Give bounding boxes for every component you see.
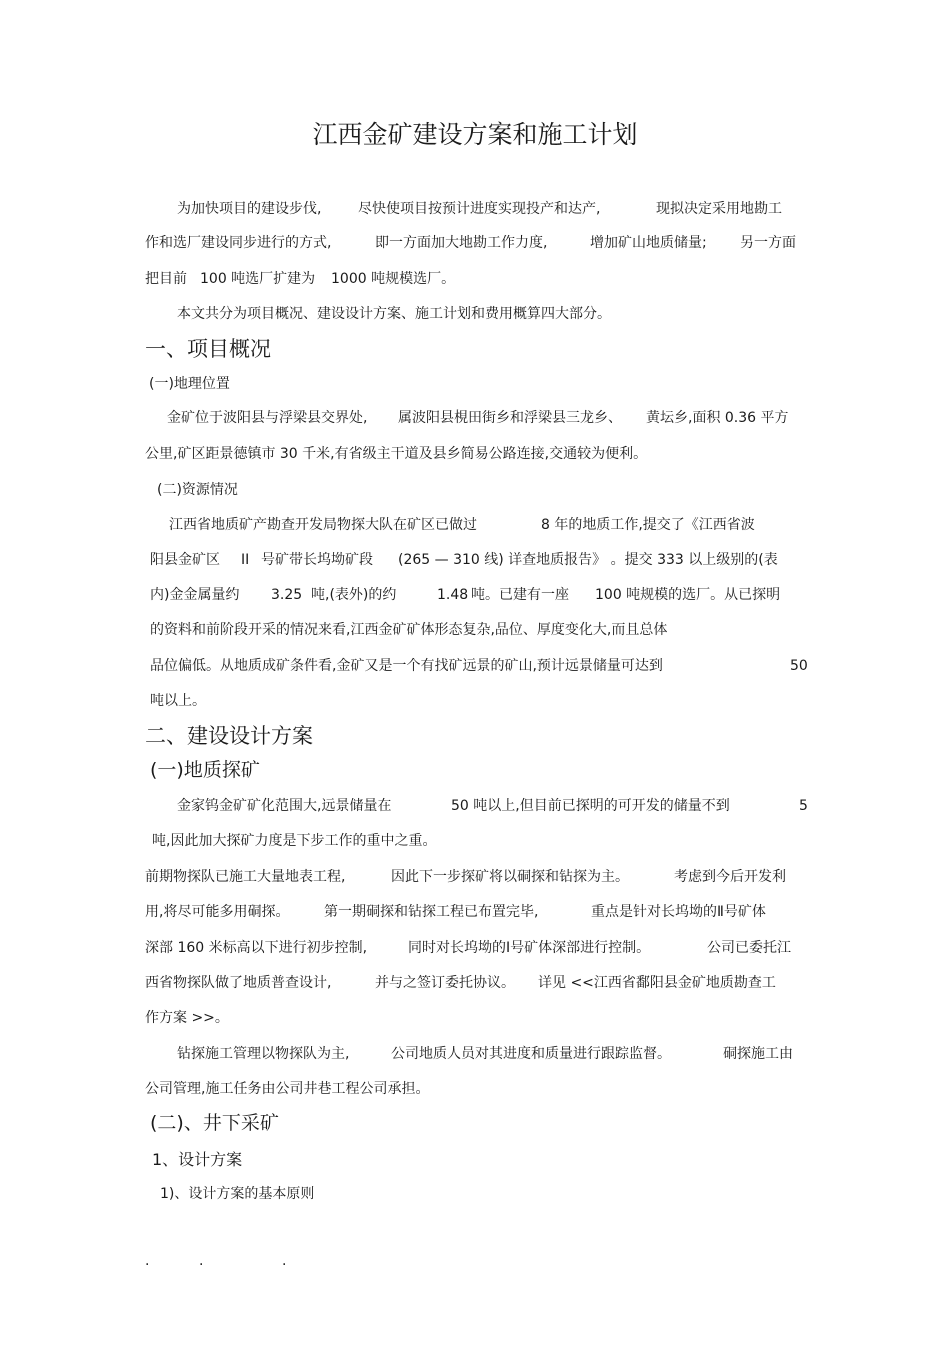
text-fragment: 第一期硐探和钻探工程已布置完毕, [324,904,539,920]
subheading-resources: (二)资源情况 [157,482,238,498]
footer-dot: . [199,1253,204,1269]
text-fragment: 钻探施工管理以物探队为主, [177,1046,350,1062]
text-fragment: 西省物探队做了地质普查设计, [145,975,332,991]
text-fragment: 尽快使项目按预计进度实现投产和达产, [358,201,601,217]
text-fragment: 为加快项目的建设步伐, [177,201,322,217]
item-design-principles: 1)、设计方案的基本原则 [160,1186,315,1202]
text-fragment: 50 [790,658,808,674]
resources-line-4: 的资料和前阶段开采的情况来看,江西金矿矿体形态复杂,品位、厚度变化大,而且总体 [150,622,668,638]
text-fragment: 阳县金矿区 [150,552,220,568]
text-fragment: 硐探施工由 [723,1046,793,1062]
text-fragment: 前期物探队已施工大量地表工程, [145,869,346,885]
text-fragment: 公司已委托江 [707,940,791,956]
text-fragment: 并与之签订委托协议。 [375,975,515,991]
text-fragment: 100 吨规模的选厂。从已探明 [595,587,781,603]
text-fragment: 黄坛乡,面积 0.36 平方 [646,410,789,426]
section-heading-design: 二、建设设计方案 [145,724,313,748]
intro-line-4: 本文共分为项目概况、建设设计方案、施工计划和费用概算四大部分。 [177,306,611,322]
exploration-p2-line-5: 作方案 >>。 [145,1010,229,1026]
subheading-location: (一)地理位置 [149,376,230,392]
text-fragment: 作和选厂建设同步进行的方式, [145,235,332,251]
text-fragment: 1000 吨规模选厂。 [331,271,456,287]
footer-dot: . [282,1253,287,1269]
exploration-p1-line-2: 吨,因此加大探矿力度是下步工作的重中之重。 [152,833,437,849]
text-fragment: 同时对长坞坳的Ⅰ号矿体深部进行控制。 [408,940,651,956]
text-fragment: 重点是针对长坞坳的Ⅱ号矿体 [591,904,766,920]
text-fragment: 即一方面加大地勘工作力度, [375,235,548,251]
resources-line-6: 吨以上。 [150,693,206,709]
text-fragment: 金家钨金矿矿化范围大,远景储量在 [177,798,392,814]
text-fragment: 把目前 [145,271,187,287]
section-heading-overview: 一、项目概况 [145,337,271,361]
text-fragment: 3.25 [271,587,303,603]
item-design-plan: 1、设计方案 [152,1150,243,1169]
text-fragment: 品位偏低。从地质成矿条件看,金矿又是一个有找矿远景的矿山,预计远景储量可达到 [150,658,663,674]
text-fragment: 公司地质人员对其进度和质量进行跟踪监督。 [391,1046,671,1062]
text-fragment: 5 [799,798,808,814]
text-fragment: 江西省地质矿产勘查开发局物探大队在矿区已做过 [169,517,477,533]
text-fragment: 1.48 [437,587,469,603]
document-title: 江西金矿建设方案和施工计划 [312,120,638,149]
text-fragment: (265 — 310 线) 详查地质报告》 。提交 333 以上级别的(表 [398,552,778,568]
text-fragment: 用,将尽可能多用硐探。 [145,904,290,920]
text-fragment: 50 吨以上,但目前已探明的可开发的储量不到 [451,798,730,814]
text-fragment: 增加矿山地质储量; [590,235,707,251]
text-fragment: 内)金金属量约 [150,587,240,603]
text-fragment: 现拟决定采用地勘工 [656,201,782,217]
location-line-2: 公里,矿区距景德镇市 30 千米,有省级主干道及县乡简易公路连接,交通较为便利。 [145,446,648,462]
text-fragment: 属波阳县梘田街乡和浮梁县三龙乡、 [398,410,622,426]
text-fragment: 深部 160 米标高以下进行初步控制, [145,940,368,956]
text-fragment: 吨,(表外)的约 [311,587,397,603]
text-fragment: II [241,552,250,568]
subheading-geological-exploration: (一)地质探矿 [150,759,260,781]
text-fragment: 100 吨选厂扩建为 [200,271,316,287]
subheading-underground-mining: (二)、井下采矿 [150,1112,279,1134]
text-fragment: 详见 <<江西省鄱阳县金矿地质勘查工 [538,975,776,991]
text-fragment: 另一方面 [740,235,796,251]
text-fragment: 吨。已建有一座 [471,587,569,603]
text-fragment: 金矿位于波阳县与浮梁县交界处, [167,410,368,426]
text-fragment: 号矿带长坞坳矿段 [261,552,373,568]
text-fragment: 因此下一步探矿将以硐探和钻探为主。 [391,869,629,885]
footer-dot: . [145,1253,150,1269]
text-fragment: 8 年的地质工作,提交了《江西省波 [541,517,755,533]
exploration-p3-line-2: 公司管理,施工任务由公司井巷工程公司承担。 [145,1081,430,1097]
text-fragment: 考虑到今后开发利 [674,869,786,885]
